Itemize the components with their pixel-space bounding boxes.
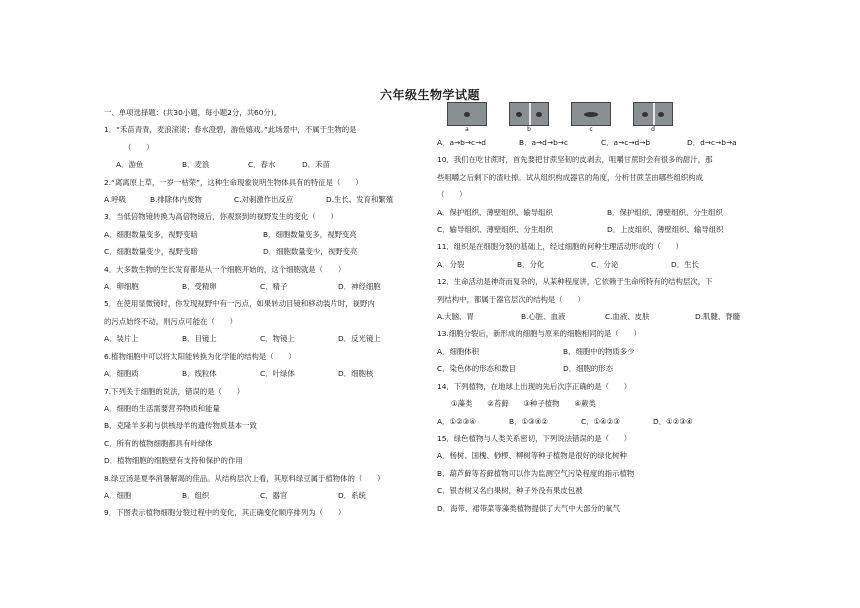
q10-option-a[interactable]: A．保护组织、薄壁组织、输导组织 <box>437 207 553 217</box>
page-title: 六年级生物学试题 <box>379 88 480 102</box>
q2-option-c[interactable]: C.对刺激作出反应 <box>234 195 294 205</box>
q6-option-c[interactable]: C．叶绿体 <box>260 369 295 379</box>
q4-options <box>104 278 422 295</box>
q3-option-d[interactable]: D．细胞数量变少，视野变亮 <box>263 247 358 257</box>
q10-options-cd <box>437 221 775 238</box>
q13-option-a[interactable]: A．细胞体积 <box>437 346 480 356</box>
q6-option-b[interactable]: B．线粒体 <box>182 369 217 379</box>
q10-option-c[interactable]: C．输导组织、薄壁组织、分生组织 <box>437 225 554 235</box>
q10-option-d[interactable]: D．上皮组织、薄壁组织、输导组织 <box>607 225 724 235</box>
q11-options <box>437 256 775 273</box>
q3-options-cd <box>104 243 422 260</box>
q4-stem: 4．大多数生物的生长发育都是从一个细胞开始的，这个细胞就是（ ） <box>104 264 346 274</box>
section-heading: 一、单项选择题：(共30小题，每小题2分，共60分)。 <box>104 108 282 117</box>
q4-option-b[interactable]: B．受精卵 <box>182 282 217 292</box>
cell-figure-b-label: b <box>527 126 531 133</box>
q7-option-a[interactable]: A．细胞的生活需要营养物质和能量 <box>104 403 220 413</box>
q13-option-d[interactable]: D．细胞的形态 <box>563 364 614 374</box>
q4-option-c[interactable]: C．精子 <box>260 282 288 292</box>
q3-stem: 3．当低倍物镜转换为高倍物镜后，你观察到的视野发生的变化（ ） <box>104 212 338 222</box>
q12-option-d[interactable]: D.肌腱、脊髓 <box>695 312 740 322</box>
q13-options-cd <box>437 360 775 377</box>
q2-options <box>104 191 422 208</box>
q10-paren: （ ） <box>437 190 467 200</box>
cell-figure-d <box>629 102 677 134</box>
q6-options <box>104 365 422 382</box>
q1-option-b[interactable]: B．麦浪 <box>182 160 210 170</box>
q6-option-a[interactable]: A．细胞质 <box>104 369 139 379</box>
q12-stem-line2: 列结构中，都属于器官层次的结构是（ ） <box>437 294 585 304</box>
q5-stem-line2: 的污点始终不动，则污点可能在（ ） <box>104 316 238 326</box>
q10-stem-line1: 10．我们在吃甘蔗时，首先要把甘蔗坚韧的皮剥去，咀嚼甘蔗时会有很多的甜汁，那 <box>437 155 713 165</box>
q13-stem: 13.细胞分裂后，新形成的细胞与原来的细胞相同的是（ ） <box>437 329 641 339</box>
q5-options <box>104 330 422 347</box>
cell-figure-a <box>443 102 491 134</box>
q9-options <box>437 134 775 151</box>
q10-options-ab <box>437 204 775 221</box>
q9-option-d[interactable]: D．d→c→b→a <box>687 138 737 147</box>
q14-option-b[interactable]: B．①③④② <box>509 416 548 426</box>
q13-option-b[interactable]: B．细胞中的物质多少 <box>563 346 635 356</box>
q12-option-a[interactable]: A.大脑、胃 <box>437 312 474 322</box>
q14-option-c[interactable]: C．①④②③ <box>581 416 621 426</box>
q11-option-c[interactable]: C．分泌 <box>591 259 619 269</box>
q3-options-ab <box>104 226 422 243</box>
q15-option-a[interactable]: A．杨树、国槐、桫椤、柳树等种子植物是很好的绿化树种 <box>437 451 627 461</box>
q12-stem-line1: 12．生命活动是神奇而复杂的，从某种程度讲，它依赖于生命所特有的结构层次，下 <box>437 277 713 287</box>
cell-figure-b <box>505 102 553 134</box>
q1-stem: 1．“禾苗青青，麦浪滚滚；春水澄碧，游鱼嬉戏。”此场景中，不属于生物的是 <box>104 125 357 135</box>
q1-option-c[interactable]: C．春水 <box>248 160 276 170</box>
q8-stem: 8.绿豆汤是夏季消暑解渴的佳品。从结构层次上看，其原料绿豆属于植物体的（ ） <box>104 473 385 483</box>
q10-stem-line2: 些咀嚼之后剩下的渣吐掉。试从组织构成器官的角度，分析甘蔗茎由哪些组织构成 <box>437 172 704 182</box>
right-column <box>437 96 775 517</box>
cell-figure-c <box>567 102 615 134</box>
q5-stem-line1: 5．在使用显微镜时，你发现视野中有一污点，如果转动目镜和移动装片时，视野内 <box>104 299 375 309</box>
q15-option-d[interactable]: D．海带、裙带菜等藻类植物提供了大气中大部分的氧气 <box>437 503 621 513</box>
q4-option-a[interactable]: A．卵细胞 <box>104 282 139 292</box>
q6-stem: 6.植物细胞中可以将太阳能转换为化学能的结构是（ ） <box>104 351 296 361</box>
q8-option-a[interactable]: A．细胞 <box>104 490 132 500</box>
q8-option-d[interactable]: D．系统 <box>338 490 366 500</box>
q7-option-d[interactable]: D．植物细胞的细胞壁有支持和保护的作用 <box>104 456 243 466</box>
cell-figure-a-label: a <box>465 126 469 133</box>
q1-options <box>104 156 422 173</box>
q3-option-a[interactable]: A．细胞数量变多，视野变暗 <box>104 229 198 239</box>
q8-options <box>104 487 422 504</box>
cell-figure-c-label: c <box>589 126 593 133</box>
q1-option-a[interactable]: A．游鱼 <box>116 160 144 170</box>
q12-option-b[interactable]: B.心脏、血液 <box>521 312 566 322</box>
q2-option-a[interactable]: A.呼吸 <box>104 195 127 205</box>
q15-stem: 15．绿色植物与人类关系密切，下列说法错误的是（ ） <box>437 433 632 443</box>
q15-option-b[interactable]: B．葫芦藓等苔藓植物可以作为监测空气污染程度的指示植物 <box>437 468 635 478</box>
q12-option-c[interactable]: C.血液、皮肤 <box>605 312 650 322</box>
q1-option-d[interactable]: D．禾苗 <box>302 160 330 170</box>
q8-option-c[interactable]: C．器官 <box>260 490 288 500</box>
q11-stem: 11．组织是在细胞分裂的基础上，经过细胞的何种生理活动形成的（ ） <box>437 242 683 252</box>
q12-options <box>437 308 775 325</box>
q13-option-c[interactable]: C．染色体的形态和数目 <box>437 364 517 374</box>
q2-option-b[interactable]: B.排除体内废物 <box>150 195 202 205</box>
q13-options-ab <box>437 343 775 360</box>
q6-option-d[interactable]: D．细胞核 <box>338 369 374 379</box>
q15-option-c[interactable]: C．银杏树又名白果树，种子外没有果皮包被 <box>437 486 583 496</box>
q3-option-c[interactable]: C．细胞数量变少，视野变暗 <box>104 247 198 257</box>
q7-option-c[interactable]: C．所有的植物细胞都具有叶绿体 <box>104 438 213 448</box>
q5-option-b[interactable]: B．目镜上 <box>182 334 217 344</box>
q14-options <box>437 413 775 430</box>
q5-option-c[interactable]: C．物镜上 <box>260 334 295 344</box>
left-column <box>104 104 422 522</box>
q9-option-c[interactable]: C．a→c→d→b <box>601 138 651 147</box>
q3-option-b[interactable]: B．细胞数量变多，视野变亮 <box>263 229 357 239</box>
q5-option-a[interactable]: A．装片上 <box>104 334 139 344</box>
q9-option-a[interactable]: A．a→b→c→d <box>437 138 486 147</box>
q14-option-a[interactable]: A．①②③④ <box>437 416 476 426</box>
q14-items: ①藻类 ②苔藓 ③种子植物 ④蕨类 <box>451 399 596 409</box>
q2-option-d[interactable]: D.生长、发育和繁殖 <box>326 195 394 205</box>
q10-option-b[interactable]: B．保护组织、薄壁组织、分生组织 <box>607 207 723 217</box>
q11-option-b[interactable]: B．分化 <box>517 259 545 269</box>
q1-paren: （ ） <box>124 142 154 152</box>
q14-option-d[interactable]: D．①②③④ <box>653 416 693 426</box>
cell-division-figure <box>443 96 775 134</box>
q9-stem: 9．下图表示植物细胞分裂过程中的变化，其正确变化顺序排列为（ ） <box>104 508 346 518</box>
q11-option-a[interactable]: A．分裂 <box>437 259 465 269</box>
q5-option-d[interactable]: D．反光镜上 <box>338 334 381 344</box>
cell-figure-d-label: d <box>651 126 655 133</box>
q7-stem: 7.下列关于细胞的说法，错误的是（ ） <box>104 386 245 396</box>
q9-option-b[interactable]: B．a→d→b→c <box>519 138 569 147</box>
q4-option-d[interactable]: D．神经细胞 <box>338 282 381 292</box>
q7-option-b[interactable]: B．克隆羊多莉与供核母羊的遗传物质基本一致 <box>104 421 257 431</box>
q14-stem: 14．下列植物，在地球上出现的先后次序正确的是（ ） <box>437 381 632 391</box>
q8-option-b[interactable]: B．组织 <box>182 490 210 500</box>
q11-option-d[interactable]: D．生长 <box>671 259 699 269</box>
q2-stem: 2.“离离原上草，一岁一枯荣”，这种生命现象说明生物体具有的特征是（ ） <box>104 177 363 187</box>
